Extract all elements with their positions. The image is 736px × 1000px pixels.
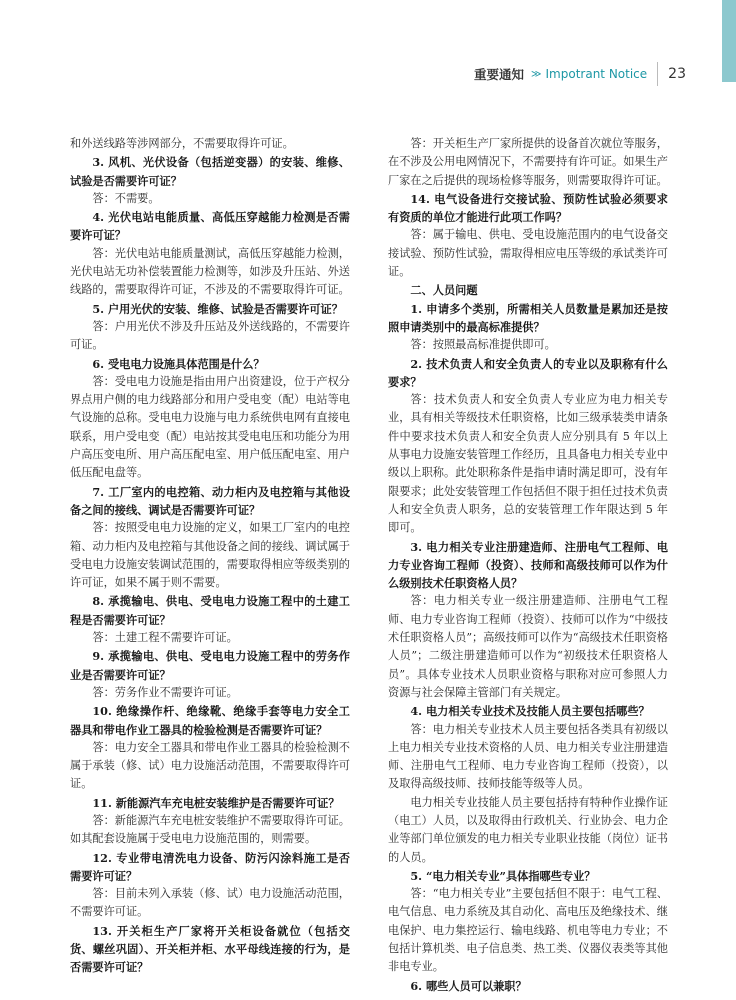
page-header: [474, 62, 686, 86]
right-text-column: [388, 135, 668, 995]
answer: 答：户用光伏不涉及升压站及外送线路的，不需要许可证。: [70, 319, 350, 352]
question: 11. 新能源汽车充电桩安装维护是否需要许可证？: [92, 795, 340, 810]
question: 9. 承揽输电、供电、受电电力设施工程中的劳务作业是否需要许可证？: [70, 649, 350, 682]
answer: 答：目前未列入承装（修、试）电力设施活动范围，不需要许可证。: [70, 887, 350, 919]
answer: 答：新能源汽车充电桩安装维护不需要取得许可证。如其配套设施属于受电电力设施范围的，则需要。: [70, 813, 350, 846]
answer: 答：土建工程不需要许可证。: [92, 631, 238, 645]
continued-paragraph: 和外送线路等涉网部分，不需要取得许可证。: [70, 137, 294, 150]
header-divider: [657, 62, 658, 86]
question: 6. 受电电力设施具体范围是什么？: [92, 356, 265, 371]
answer: 答：开关柜生产厂家所提供的设备首次就位等服务，在不涉及公用电网情况下，不需要持有许可证。如果生产厂家在之后提供的现场检修等服务，则需要取得许可证。: [388, 137, 668, 187]
answer: 答：电力安全工器具和带电作业工器具的检验检测不属于承装（修、试）电力设施活动范围，不需要取得许可证。: [70, 740, 350, 791]
section-title: 重要通知: [474, 67, 525, 82]
question: 14. 电气设备进行交接试验、预防性试验必须要求有资质的单位才能进行此项工作吗？: [388, 191, 668, 225]
question: 13. 开关柜生产厂家将开关柜设备就位（包括交货、螺丝巩固）、开关柜并柜、水平母线连接的行为，是否需要许可证？: [70, 923, 350, 975]
question: 6. 哪些人员可以兼职？: [410, 978, 527, 993]
answer: 答：按照最高标准提供即可。: [410, 338, 556, 352]
question: 1. 申请多个类别，所需相关人员数量是累加还是按照申请类别中的最高标准提供？: [388, 301, 668, 334]
answer: 答：光伏电站电能质量测试，高低压穿越能力检测，光伏电站无功补偿装置能力检测等，如涉及升压站、外送线路的，需要取得许可证，不涉及的不需要取得许可证。: [70, 246, 350, 297]
question: 12. 专业带电清洗电力设备、防污闪涂料施工是否需要许可证？: [70, 850, 350, 883]
question: 4. 电力相关专业技术及技能人员主要包括哪些？: [410, 704, 650, 719]
answer: 答：“电力相关专业”主要包括但不限于：电气工程、电气信息、电力系统及其自动化、高电压及绝缘技术、继电保护、电力集控运行、输电线路、机电等电力专业；不包括计算机类、电子信息类、热工类、仪器仪表类等其他非电专业。: [388, 887, 668, 974]
corner-accent-bar: [722, 0, 736, 82]
answer: 答：属于输电、供电、受电设施范围内的电气设备交接试验、预防性试验，需取得相应电压等级的承试类许可证。: [388, 228, 668, 279]
question: 3. 电力相关专业注册建造师、注册电气工程师、电力专业咨询工程师（投资）、技师和高级技师可以作为什么级别技术任职资格人员？: [388, 539, 668, 591]
answer: 答：电力相关专业技术人员主要包括各类具有初级以上电力相关专业技术资格的人员、电力相关专业注册建造师、注册电气工程师、电力专业咨询工程师（投资），以及取得高级技师、技师技能等级等人员。: [388, 722, 668, 791]
answer: 答：电力相关专业一级注册建造师、注册电气工程师、电力专业咨询工程师（投资）、技师可以作为“中级技术任职资格人员”；高级技师可以作为“高级技术任职资格人员”；二级注册建造师可以作为“初级技术任职资格人员”。具体专业技术人员职业资格与职称对应可参照人力资源与社会保障主管部门有关规定。: [388, 594, 668, 699]
answer: 答：受电电力设施是指由用户出资建设，位于产权分界点用户侧的电力线路部分和用户受电变（配）电站等电气设施的总称。受电电力设施与电力系统供电网有直接电联系，用户受电变（配）电站按其受电电压和功能分为用户高压变电所、用户高压配电室、用户低压配电室、用户低压配电盘等。: [70, 374, 350, 480]
left-text-column: [70, 135, 350, 977]
question: 4. 光伏电站电能质量、高低压穿越能力检测是否需要许可证？: [70, 210, 350, 243]
answer: 答：不需要。: [92, 191, 160, 205]
answer: 电力相关专业技能人员主要包括持有特种作业操作证（电工）人员，以及取得由行政机关、行业协会、电力企业等部门单位颁发的电力相关专业职业技能（岗位）证书的人员。: [388, 795, 668, 864]
question: 5. “电力相关专业”具体指哪些专业？: [410, 868, 596, 883]
question: 2. 技术负责人和安全负责人的专业以及职称有什么要求？: [388, 356, 668, 389]
double-chevron-icon: ≫: [531, 68, 542, 80]
question: 7. 工厂室内的电控箱、动力柜内及电控箱与其他设备之间的接线、调试是否需要许可证？: [70, 484, 350, 517]
question: 10. 绝缘操作杆、绝缘靴、绝缘手套等电力安全工器具和带电作业工器具的检验检测是否需要许可证？: [70, 704, 350, 737]
answer: 答：技术负责人和安全负责人专业应为电力相关专业，具有相关等级技术任职资格，比如三级承装类申请条件中要求技术负责人和安全负责人应分别具有 5 年以上从事电力设施安装管理工作经历，且具备电力相关专业中级以上职称。此处职称条件是指申请时满足即可，没有年限要求；此处安装管理工作包括但不限于担任过技术负责人和安全负责人职务，总的安装管理工作年限达到 5 年即可。: [388, 393, 668, 535]
page-number: 23: [668, 66, 686, 82]
section-heading: 二、人员问题: [410, 283, 478, 298]
question: 3. 风机、光伏设备（包括逆变器）的安装、维修、试验是否需要许可证？: [70, 155, 350, 188]
answer: 答：劳务作业不需要许可证。: [92, 685, 238, 699]
section-title-english: Impotrant Notice: [545, 67, 648, 81]
question: 8. 承揽输电、供电、受电电力设施工程中的土建工程是否需要许可证？: [70, 594, 350, 627]
question: 5. 户用光伏的安装、维修、试验是否需要许可证？: [92, 301, 343, 316]
answer: 答：按照受电电力设施的定义，如果工厂室内的电控箱、动力柜内及电控箱与其他设备之间的接线、调试属于受电电力设施安装调试范围的，需要取得相应等级类别的许可证，如果不属于则不需要。: [70, 521, 350, 590]
